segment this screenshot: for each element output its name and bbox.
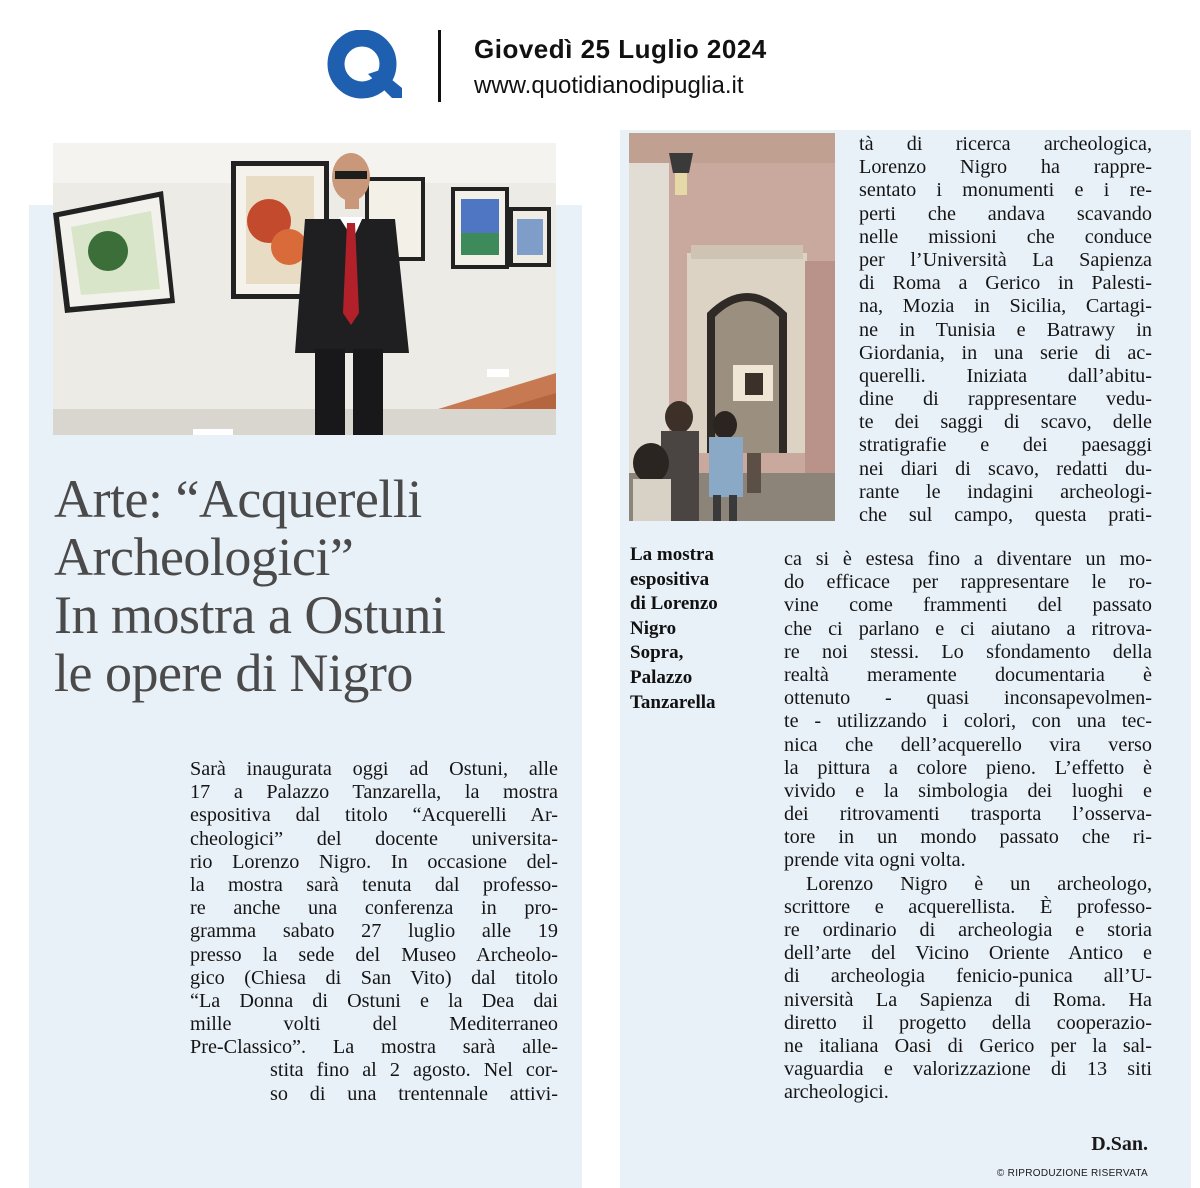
body-line: la pittura a colore pieno. L’effetto è <box>784 756 1152 779</box>
body-line: ne italiana Oasi di Gerico per la sal- <box>784 1034 1152 1057</box>
body-line: rante le indagini archeologi- <box>859 480 1152 503</box>
body-line: cheologici” del docente universita- <box>190 827 558 850</box>
body-line: querelli. Iniziata dall’abitu- <box>859 364 1152 387</box>
author-signature: D.San. <box>1091 1133 1148 1155</box>
article-body-right-top-column <box>859 133 1152 527</box>
palazzo-tanzarella-photo <box>629 133 835 521</box>
body-line: che ci parlano e ci aiutano a ritrova- <box>784 617 1152 640</box>
body-line: Lorenzo Nigro è un archeologo, <box>806 872 1152 895</box>
body-line: so di una trentennale attivi- <box>270 1082 558 1105</box>
issue-date: Giovedì 25 Luglio 2024 <box>474 34 767 64</box>
body-line: perti che andava scavando <box>859 202 1152 225</box>
article-body-right-wide-column <box>784 548 1152 1105</box>
article-body-left-column <box>190 758 558 1106</box>
body-line: prende vita ogni volta. <box>784 849 966 872</box>
website-url: www.quotidianodipuglia.it <box>474 72 744 99</box>
body-line: nei diari di scavo, redatti du- <box>859 457 1152 480</box>
body-line: do efficace per rappresentare le ro- <box>784 571 1152 594</box>
body-line: te dei saggi di scavo, delle <box>859 411 1152 434</box>
body-line: rio Lorenzo Nigro. In occasione del- <box>190 850 558 873</box>
copyright-notice: © RIPRODUZIONE RISERVATA <box>996 1168 1148 1179</box>
caption-line: espositiva <box>630 568 710 590</box>
body-line: dine di rappresentare vedu- <box>859 388 1152 411</box>
masthead <box>0 0 1200 110</box>
caption-line: Palazzo <box>630 666 693 688</box>
caption-line: di Lorenzo <box>630 593 718 615</box>
body-line: tore in un mondo passato che ri- <box>784 826 1152 849</box>
quotidiano-logo-icon <box>324 30 404 100</box>
body-line: vaguardia e valorizzazione di 13 siti <box>784 1058 1152 1081</box>
body-line: nica che dell’acquerello vira verso <box>784 733 1152 756</box>
body-line: vine come frammenti del passato <box>784 594 1152 617</box>
body-line: Pre-Classico”. La mostra sarà alle- <box>190 1036 558 1059</box>
body-line: presso la sede del Museo Archeolo- <box>190 943 558 966</box>
body-line: di archeologia fenicio-punica all’U- <box>784 965 1152 988</box>
caption-line: Sopra, <box>630 642 684 664</box>
body-line: ottenuto - quasi inconsapevolmen- <box>784 687 1152 710</box>
body-line: “La Donna di Ostuni e la Dea dai <box>190 989 558 1012</box>
body-line: te - utilizzando i colori, con una tec- <box>784 710 1152 733</box>
body-line: Giordania, in una serie di ac- <box>859 341 1152 364</box>
body-line: dei ritrovamenti trasporta l’osserva- <box>784 803 1152 826</box>
body-line: re noi stessi. Lo sfondamento della <box>784 640 1152 663</box>
body-line: 17 a Palazzo Tanzarella, la mostra <box>190 781 558 804</box>
body-line: gramma sabato 27 luglio alle 19 <box>190 920 558 943</box>
body-line: stratigrafie e dei paesaggi <box>859 434 1152 457</box>
body-line: di Roma a Gerico in Palesti- <box>859 272 1152 295</box>
body-line: niversità La Sapienza di Roma. Ha <box>784 988 1152 1011</box>
headline-line: Arte: “Acquerelli <box>54 469 422 529</box>
body-line: ne in Tunisia e Batrawy in <box>859 318 1152 341</box>
body-line: Lorenzo Nigro ha rappre- <box>859 156 1152 179</box>
body-line: per l’Università La Sapienza <box>859 248 1152 271</box>
body-line: re anche una conferenza in pro- <box>190 897 558 920</box>
body-line: che sul campo, questa prati- <box>859 504 1152 526</box>
body-line: sentato i monumenti e i re- <box>859 179 1152 202</box>
headline-line: le opere di Nigro <box>54 643 413 703</box>
body-line: dell’arte del Vicino Oriente Antico e <box>784 942 1152 965</box>
headline-line: In mostra a Ostuni <box>54 585 446 645</box>
body-line: ca si è estesa fino a diventare un mo- <box>784 548 1152 570</box>
body-line: re ordinario di archeologia e storia <box>784 919 1152 941</box>
body-line: espositiva dal titolo “Acquerelli Ar- <box>190 804 558 827</box>
caption-line: Nigro <box>630 617 677 639</box>
body-line: vivido e la simbologia dei luoghi e <box>784 779 1152 802</box>
body-line: la mostra sarà tenuta dal professo- <box>190 873 558 896</box>
caption-line: Tanzarella <box>630 691 716 713</box>
body-line: mille volti del Mediterraneo <box>190 1013 558 1036</box>
body-line: na, Mozia in Sicilia, Cartagi- <box>859 295 1152 318</box>
headline-line: Archeologici” <box>54 527 354 587</box>
body-line: archeologici. <box>784 1081 889 1104</box>
body-line: stita fino al 2 agosto. Nel cor- <box>270 1059 558 1082</box>
body-line: Sarà inaugurata oggi ad Ostuni, alle <box>190 758 558 780</box>
exhibition-photo <box>53 143 556 435</box>
body-line: scrittore e acquerellista. È professo- <box>784 895 1152 918</box>
masthead-divider <box>438 30 441 102</box>
body-line: realtà meramente documentaria è <box>784 663 1152 686</box>
body-line: nelle missioni che conduce <box>859 225 1152 248</box>
body-line: tà di ricerca archeologica, <box>859 133 1152 155</box>
photo-caption <box>630 543 770 715</box>
body-line: gico (Chiesa di San Vito) dal titolo <box>190 966 558 989</box>
article-headline <box>54 470 574 702</box>
body-line: diretto il progetto della cooperazio- <box>784 1011 1152 1034</box>
caption-line: La mostra <box>630 544 714 565</box>
